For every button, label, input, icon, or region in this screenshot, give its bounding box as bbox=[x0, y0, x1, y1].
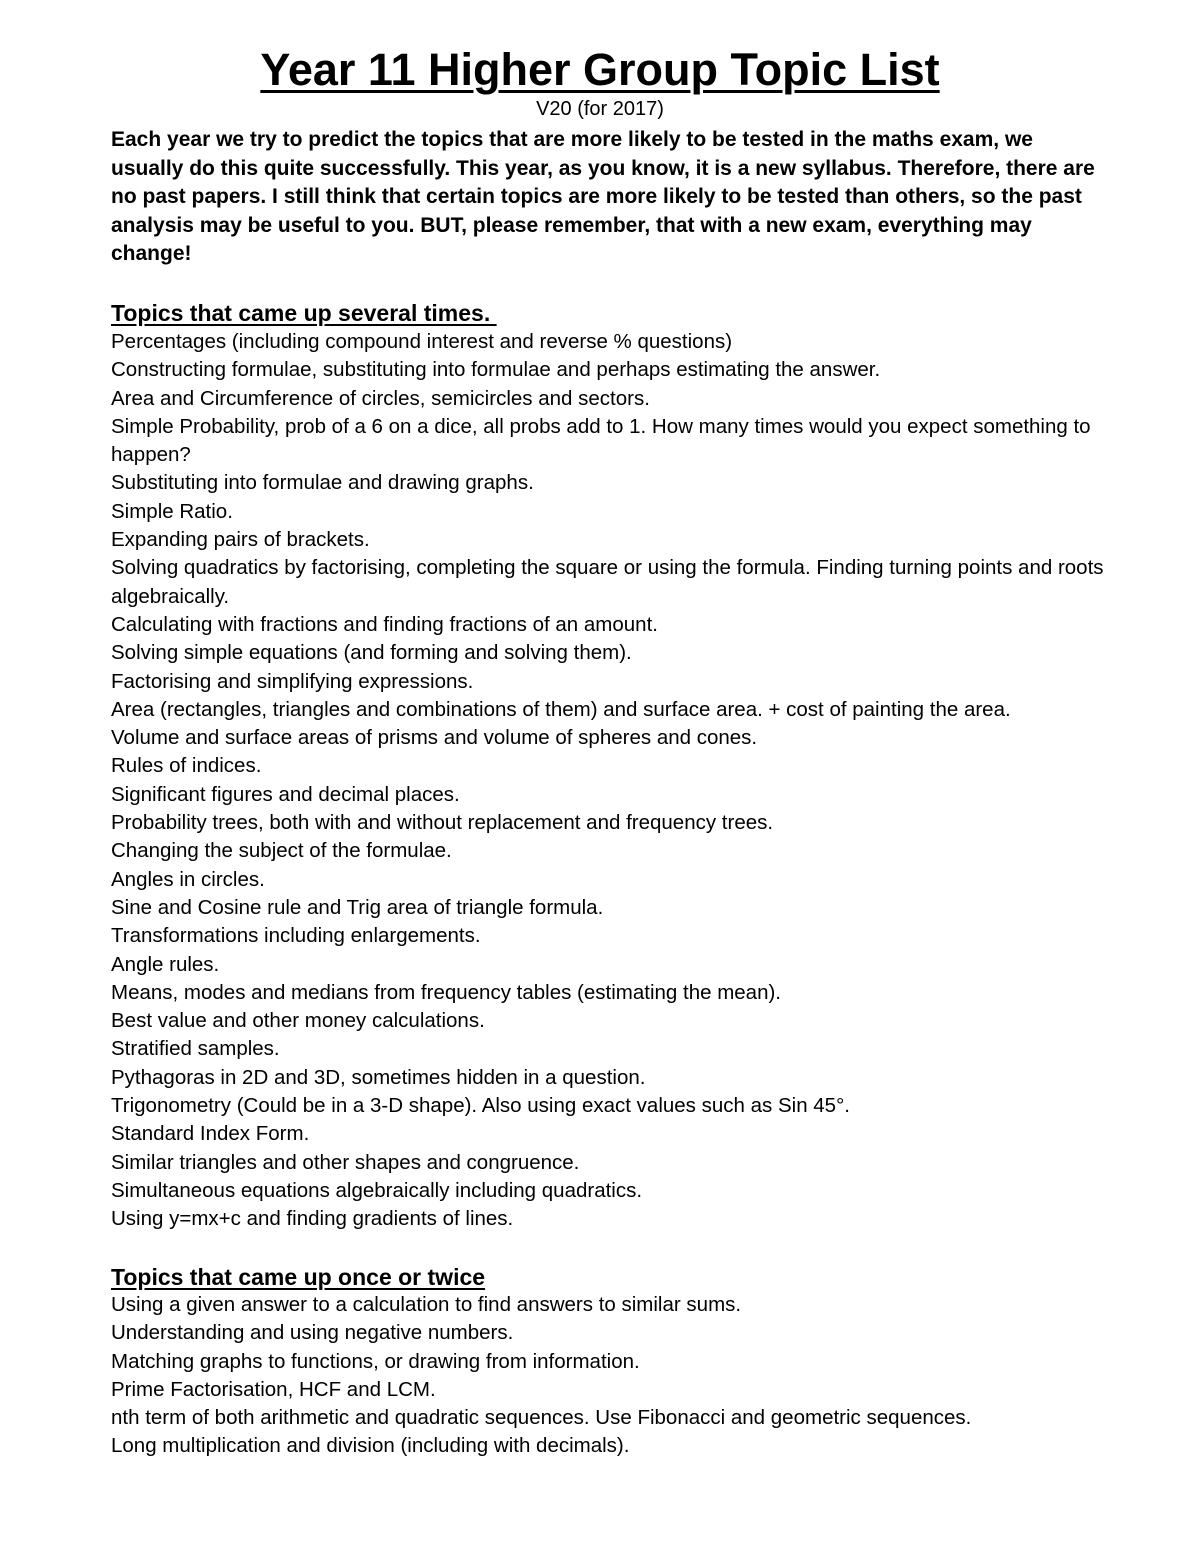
topic-item: Stratified samples. bbox=[111, 1037, 280, 1061]
topic-list-once-or-twice bbox=[111, 1291, 1156, 1461]
topic-item: Means, modes and medians from frequency tables (estimating the mean). bbox=[111, 980, 781, 1004]
topic-item: Solving simple equations (and forming and solving them). bbox=[111, 641, 632, 665]
topic-item: Calculating with fractions and finding fractions of an amount. bbox=[111, 612, 658, 636]
topic-item: Simultaneous equations algebraically including quadratics. bbox=[111, 1178, 643, 1202]
topic-item: Probability trees, both with and without replacement and frequency trees. bbox=[111, 811, 774, 835]
topic-item: Prime Factorisation, HCF and LCM. bbox=[111, 1377, 436, 1401]
topic-item: Significant figures and decimal places. bbox=[111, 782, 460, 806]
topic-item: Simple Ratio. bbox=[111, 499, 233, 523]
topic-item: Simple Probability, prob of a 6 on a dice, all probs add to 1. How many times would you expect something to happen? bbox=[111, 414, 1091, 467]
topic-item: Trigonometry (Could be in a 3-D shape). Also using exact values such as Sin 45°. bbox=[111, 1094, 850, 1118]
topic-item: Changing the subject of the formulae. bbox=[111, 839, 452, 863]
topic-item: Similar triangles and other shapes and congruence. bbox=[111, 1150, 580, 1174]
topic-item: Best value and other money calculations. bbox=[111, 1009, 485, 1033]
topic-item: Long multiplication and division (including with decimals). bbox=[111, 1434, 630, 1458]
topic-item: Factorising and simplifying expressions. bbox=[111, 669, 474, 693]
topic-item: Angles in circles. bbox=[111, 867, 265, 891]
section-heading-several-times: Topics that came up several times. bbox=[111, 300, 497, 326]
topic-item: Standard Index Form. bbox=[111, 1122, 310, 1146]
topic-item: Volume and surface areas of prisms and volume of spheres and cones. bbox=[111, 726, 758, 750]
topic-list-several-times bbox=[111, 328, 1156, 1234]
topic-item: nth term of both arithmetic and quadratic sequences. Use Fibonacci and geometric sequences. bbox=[111, 1406, 972, 1430]
topic-item: Area and Circumference of circles, semicircles and sectors. bbox=[111, 386, 650, 410]
topic-item: Using y=mx+c and finding gradients of lines. bbox=[111, 1207, 514, 1231]
topic-item: Understanding and using negative numbers. bbox=[111, 1321, 514, 1345]
document-title: Year 11 Higher Group Topic List bbox=[260, 44, 940, 95]
topic-item: Transformations including enlargements. bbox=[111, 924, 481, 948]
topic-item: Rules of indices. bbox=[111, 754, 262, 778]
topic-item: Expanding pairs of brackets. bbox=[111, 528, 370, 552]
section-heading-once-or-twice: Topics that came up once or twice bbox=[111, 1264, 486, 1290]
intro-paragraph: Each year we try to predict the topics that are more likely to be tested in the maths exam, we usually do this quite successfully. This year, as you know, it is a new syllabus. Therefore, there are no past papers. I still think that certain topics are more likely to be tested than others, so the past analysis may be useful to you. BUT, please remember, that with a new exam, everything may change! bbox=[111, 128, 1095, 265]
topic-item: Solving quadratics by factorising, completing the square or using the formula. Finding turning points and roots algebraically. bbox=[111, 556, 1104, 608]
topic-item: Sine and Cosine rule and Trig area of triangle formula. bbox=[111, 895, 604, 919]
topic-item: Constructing formulae, substituting into formulae and perhaps estimating the answer. bbox=[111, 358, 881, 382]
topic-item: Substituting into formulae and drawing graphs. bbox=[111, 471, 534, 495]
topic-item: Angle rules. bbox=[111, 952, 220, 976]
version-subtitle: V20 (for 2017) bbox=[536, 98, 664, 120]
topic-item: Percentages (including compound interest and reverse % questions) bbox=[111, 330, 733, 353]
topic-item: Pythagoras in 2D and 3D, sometimes hidden in a question. bbox=[111, 1065, 646, 1089]
topic-item: Matching graphs to functions, or drawing from information. bbox=[111, 1349, 640, 1373]
topic-item: Area (rectangles, triangles and combinations of them) and surface area. + cost of painting the area. bbox=[111, 697, 1011, 721]
topic-item: Using a given answer to a calculation to find answers to similar sums. bbox=[111, 1293, 742, 1316]
